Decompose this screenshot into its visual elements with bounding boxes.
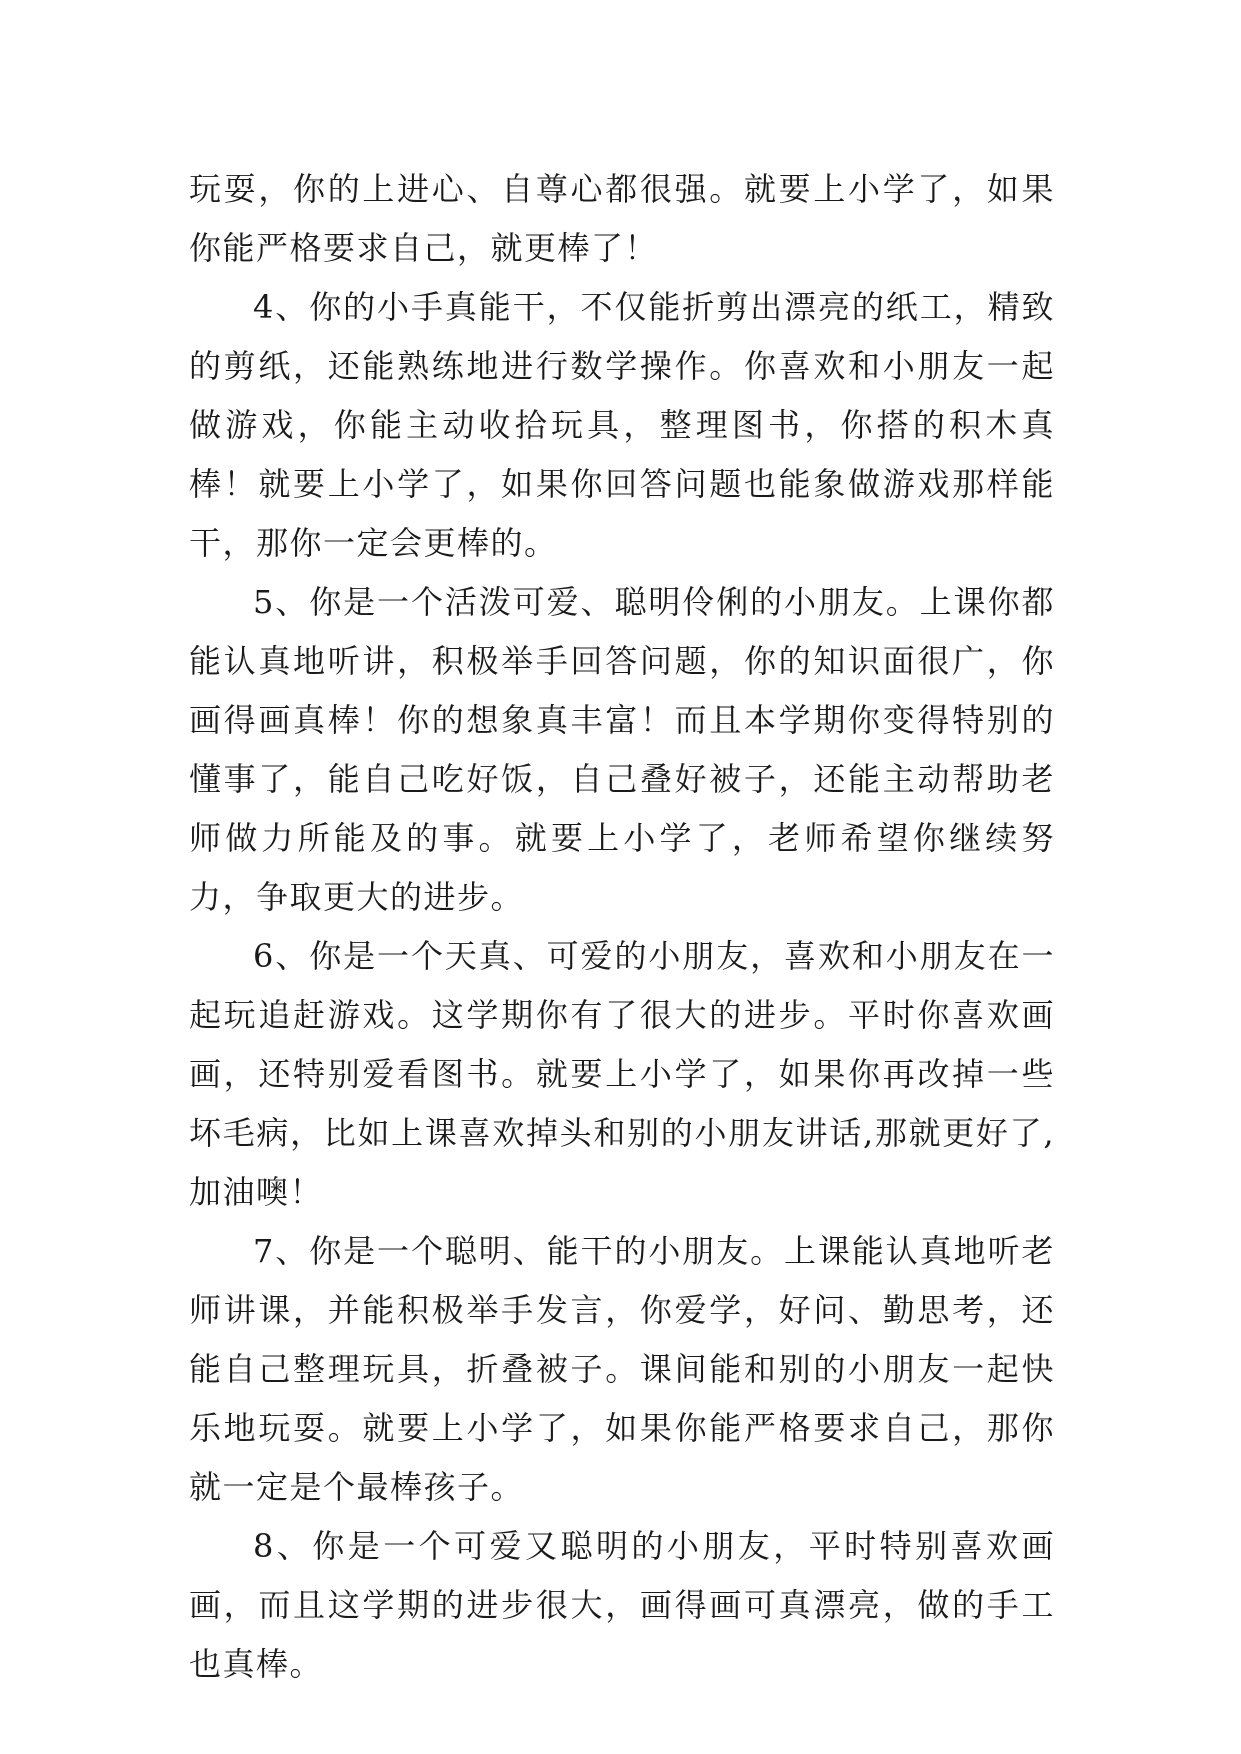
paragraph-comment-4: 4、你的小手真能干，不仅能折剪出漂亮的纸工，精致的剪纸，还能熟练地进行数学操作。你喜欢和小朋友一起做游戏，你能主动收拾玩具，整理图书，你搭的积木真棒！就要上小学了，如果你回答问题也能象做游戏那样能干，那你一定会更棒的。	[189, 288, 1055, 562]
paragraph-comment-7: 7、你是一个聪明、能干的小朋友。上课能认真地听老师讲课，并能积极举手发言，你爱学，好问、勤思考，还能自己整理玩具，折叠被子。课间能和别的小朋友一起快乐地玩耍。就要上小学了，如果你能严格要求自己，那你就一定是个最棒孩子。	[189, 1232, 1055, 1506]
paragraph-comment-5: 5、你是一个活泼可爱、聪明伶俐的小朋友。上课你都能认真地听讲，积极举手回答问题，你的知识面很广，你画得画真棒！你的想象真丰富！而且本学期你变得特别的懂事了，能自己吃好饭，自己叠好被子，还能主动帮助老师做力所能及的事。就要上小学了，老师希望你继续努力，争取更大的进步。	[189, 583, 1055, 916]
paragraph-comment-8: 8、你是一个可爱又聪明的小朋友，平时特别喜欢画画，而且这学期的进步很大，画得画可真漂亮，做的手工也真棒。	[189, 1527, 1055, 1683]
document-body	[189, 160, 1055, 1694]
paragraph-continued: 玩耍，你的上进心、自尊心都很强。就要上小学了，如果你能严格要求自己，就更棒了！	[189, 170, 1055, 267]
paragraph-comment-6: 6、你是一个天真、可爱的小朋友，喜欢和小朋友在一起玩追赶游戏。这学期你有了很大的进步。平时你喜欢画画，还特别爱看图书。就要上小学了，如果你再改掉一些坏毛病，比如上课喜欢掉头和别的小朋友讲话,那就更好了,加油噢！	[189, 937, 1055, 1211]
